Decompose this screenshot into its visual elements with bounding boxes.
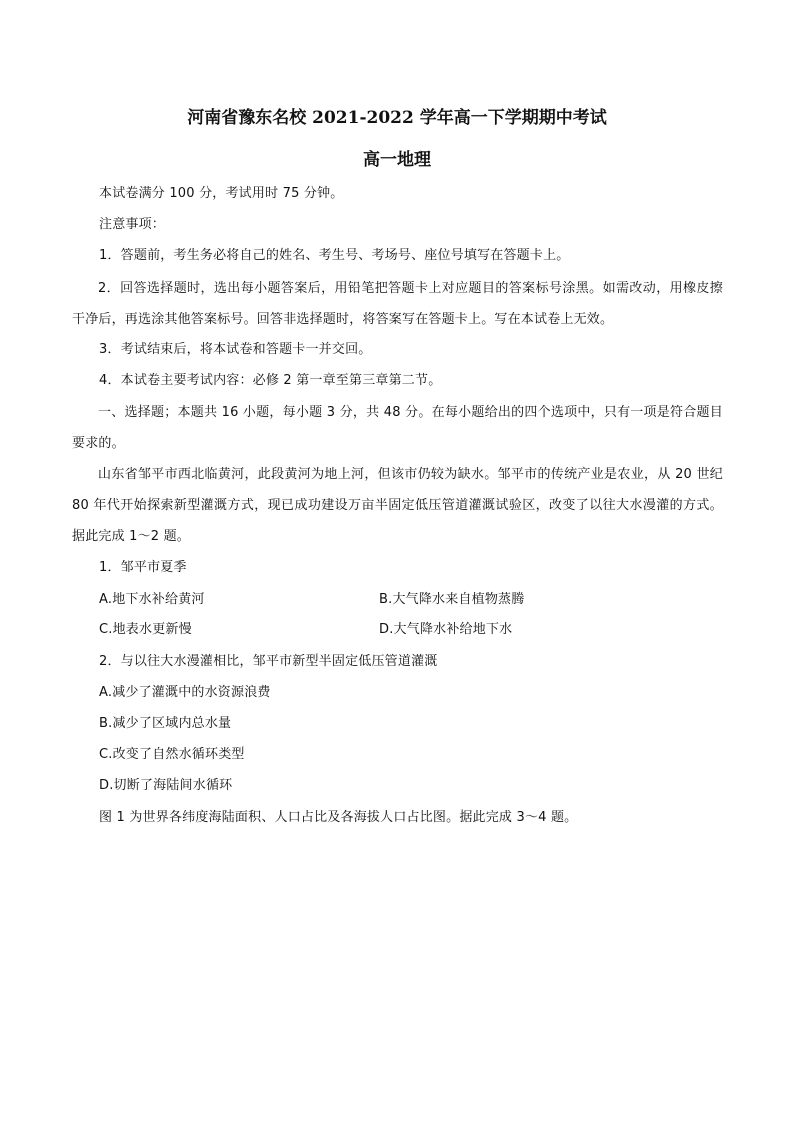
option-a: A.减少了灌溉中的水资源浪费 — [99, 685, 271, 700]
question-stem: 2．与以往大水漫灌相比，邹平市新型半固定低压管道灌溉 — [99, 654, 438, 669]
exam-title: 河南省豫东名校 2021-2022 学年高一下学期期中考试 — [187, 108, 607, 128]
notice-heading: 注意事项： — [99, 217, 166, 232]
option-c: C.改变了自然水循环类型 — [99, 747, 245, 762]
notice-item: 2．回答选择题时，选出每小题答案后，用铅笔把答题卡上对应题目的答案标号涂黑。如需改动，用橡皮擦干净后，再选涂其他答案标号。回答非选择题时，将答案写在答题卡上。写在本试卷上无效。 — [72, 281, 723, 327]
exam-subtitle: 高一地理 — [363, 150, 431, 170]
option-d: D.大气降水补给地下水 — [379, 622, 513, 637]
question-stem: 1．邹平市夏季 — [99, 560, 187, 575]
option-d: D.切断了海陆间水循环 — [99, 778, 233, 793]
option-c: C.地表水更新慢 — [99, 622, 192, 637]
option-a: A.地下水补给黄河 — [99, 592, 205, 607]
notice-item: 4．本试卷主要考试内容：必修 2 第一章至第三章第二节。 — [99, 373, 442, 388]
reading-passage: 山东省邹平市西北临黄河，此段黄河为地上河，但该市仍较为缺水。邹平市的传统产业是农业，从 20 世纪 80 年代开始探索新型灌溉方式，现已成功建设万亩半固定低压管道灌溉试验区，改变了以往大水漫灌的方式。据此完成 1～2 题。 — [72, 467, 723, 544]
option-b: B.大气降水来自植物蒸腾 — [379, 592, 525, 607]
figure-intro: 图 1 为世界各纬度海陆面积、人口占比及各海拔人口占比图。据此完成 3～4 题。 — [99, 810, 578, 825]
exam-info: 本试卷满分 100 分，考试用时 75 分钟。 — [99, 186, 344, 201]
notice-item: 1．答题前，考生务必将自己的姓名、考生号、考场号、座位号填写在答题卡上。 — [99, 248, 570, 263]
section-heading: 一、选择题；本题共 16 小题，每小题 3 分，共 48 分。在每小题给出的四个选项中，只有一项是符合题目要求的。 — [72, 405, 723, 451]
notice-item: 3．考试结束后，将本试卷和答题卡一并交回。 — [99, 342, 372, 357]
option-b: B.减少了区域内总水量 — [99, 716, 232, 731]
